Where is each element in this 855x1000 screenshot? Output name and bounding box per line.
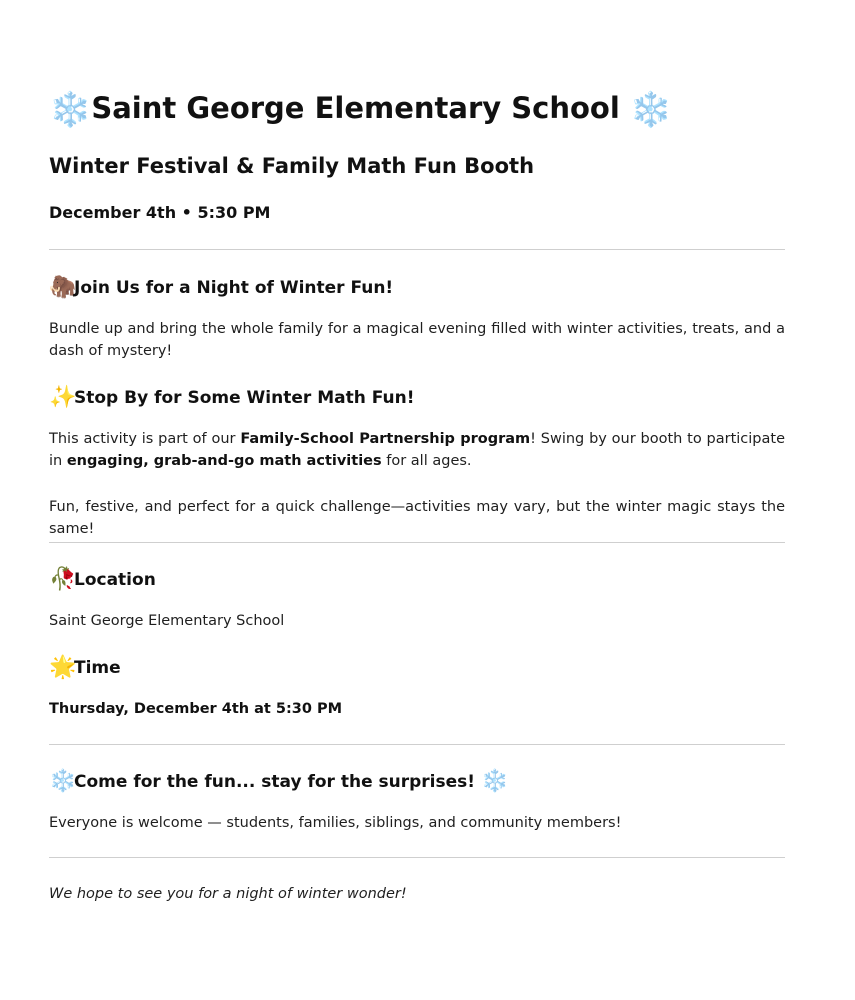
event-date-line: December 4th • 5:30 PM [49, 203, 271, 222]
join-heading [49, 275, 785, 301]
partnership-program-text: Family-School Partnership program [240, 431, 531, 447]
math-paragraph-2: Fun, festive, and perfect for a quick challenge—activities may vary, but the winter magic stays the same! [49, 499, 785, 537]
snowflake-icon: ❄️ [49, 90, 92, 130]
math-paragraph-1 [49, 428, 785, 472]
page-title [49, 84, 785, 132]
divider [49, 249, 785, 250]
surprise-text: Everyone is welcome — students, families, siblings, and community members! [49, 815, 622, 831]
divider [49, 744, 785, 745]
rose-icon: 🥀 [49, 567, 77, 592]
location-heading-text: Location [74, 570, 156, 590]
join-text: Bundle up and bring the whole family for a magical evening filled with winter activities, treats, and a dash of mystery! [49, 321, 785, 359]
math-text: This activity is part of our [49, 431, 241, 447]
divider [49, 857, 785, 858]
join-heading-text: Join Us for a Night of Winter Fun! [74, 278, 394, 298]
school-name: Saint George Elementary School [91, 91, 620, 125]
snowflake-icon: ❄️ [480, 769, 509, 794]
math-heading-text: Stop By for Some Winter Math Fun! [74, 388, 415, 408]
math-activities-text: engaging, grab-and-go math activities [66, 453, 382, 469]
surprise-heading [49, 769, 785, 795]
time-heading-text: Time [74, 658, 121, 678]
event-subtitle: Winter Festival & Family Math Fun Booth [49, 154, 535, 178]
snowflake-icon: ❄️ [49, 769, 77, 794]
divider [49, 542, 785, 543]
mammoth-icon: 🦣 [49, 275, 77, 300]
location-heading [49, 567, 785, 593]
math-heading [49, 385, 785, 411]
math-text: ! Swing by our booth to participate in [49, 431, 786, 469]
math-text: for all ages. [381, 453, 472, 469]
sparkles-icon: ✨ [49, 385, 77, 410]
snowflake-icon: ❄️ [629, 90, 673, 130]
location-text: Saint George Elementary School [49, 613, 285, 629]
surprise-heading-text: Come for the fun... stay for the surprises! [74, 772, 476, 792]
time-text: Thursday, December 4th at 5:30 PM [49, 701, 343, 717]
time-heading [49, 655, 785, 681]
glowing-star-icon: 🌟 [49, 655, 77, 680]
closing-line: We hope to see you for a night of winter wonder! [49, 886, 407, 902]
